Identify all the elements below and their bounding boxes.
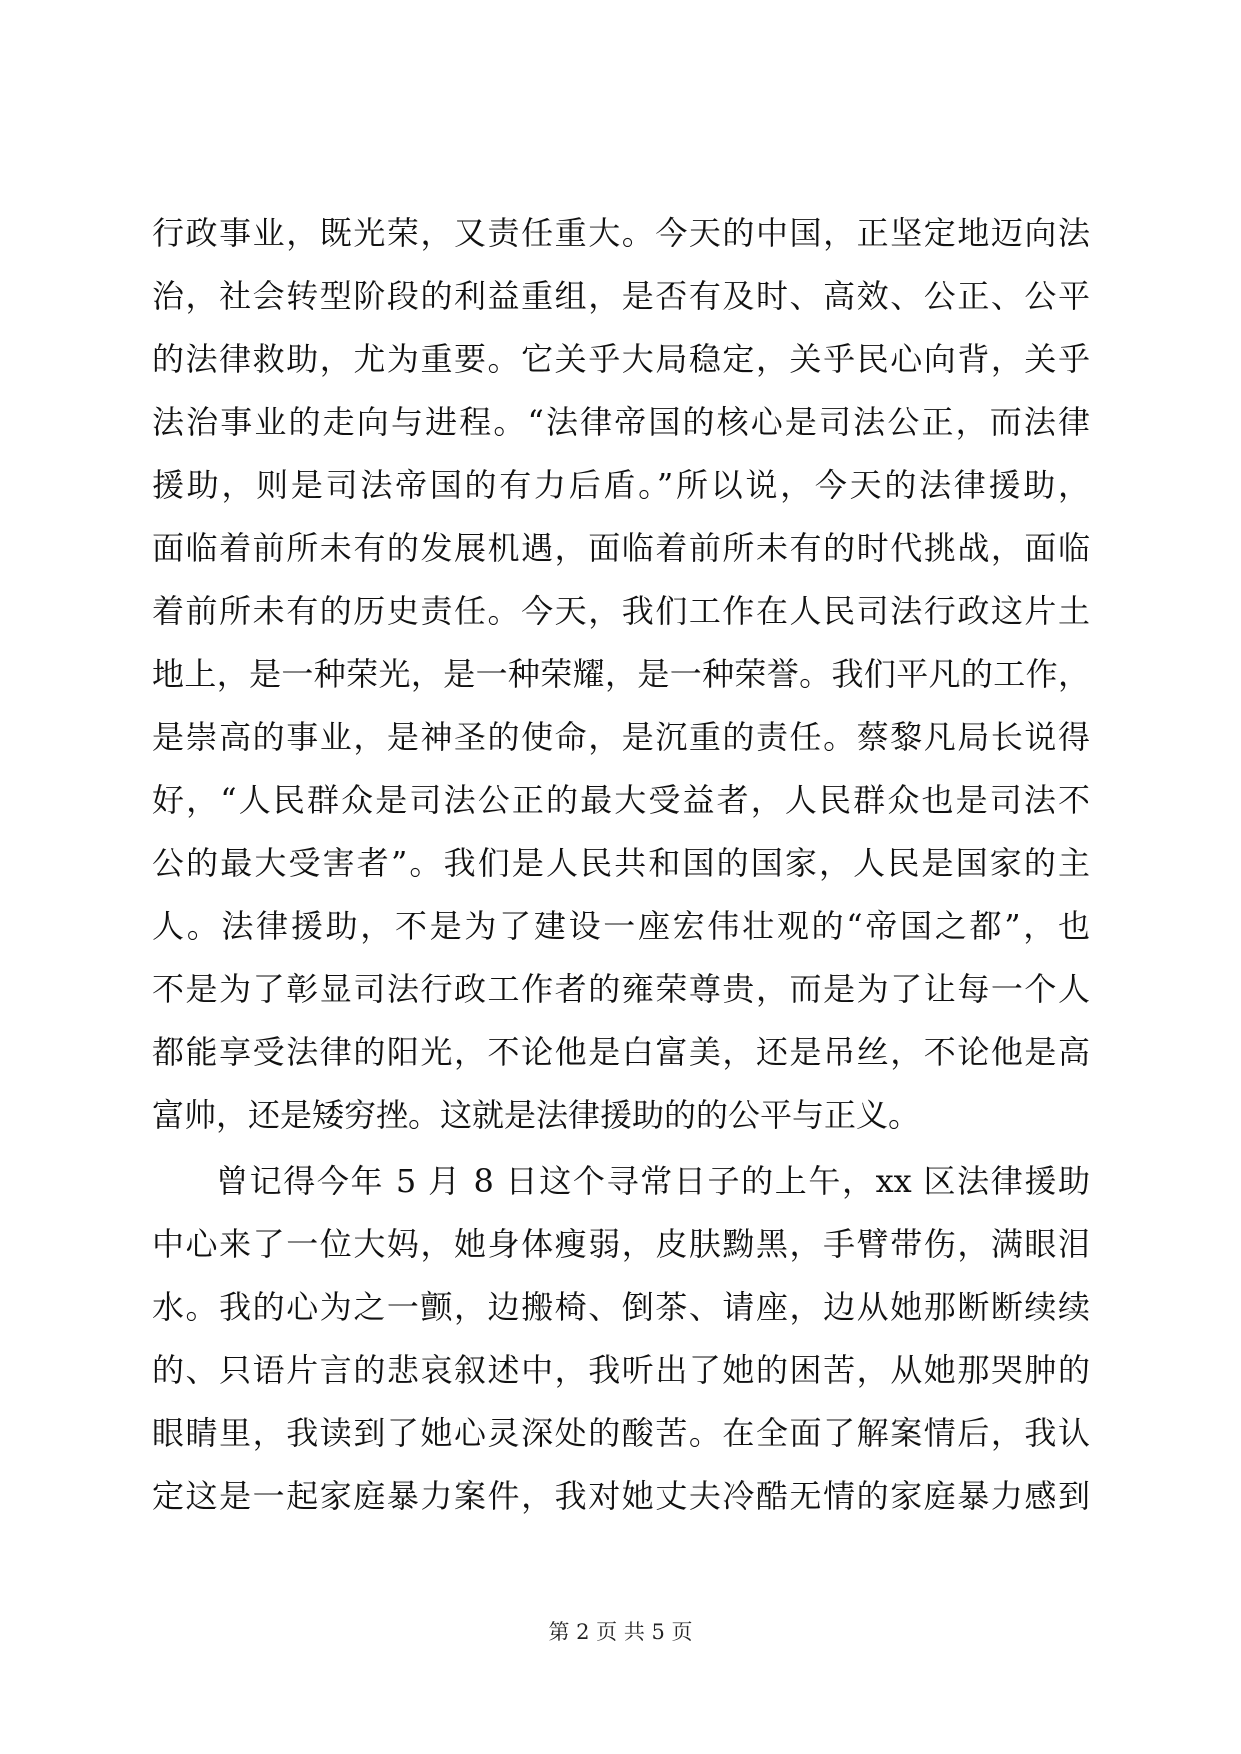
paragraph-1-line: 行政事业，既光荣，又责任重大。今天的中国，正坚定地迈向法: [152, 214, 1090, 252]
paragraph-1-line: 面临着前所未有的发展机遇，面临着前所未有的时代挑战，面临: [152, 529, 1090, 567]
paragraph-1-line: 公的最大受害者”。我们是人民共和国的国家，人民是国家的主: [152, 844, 1090, 882]
paragraph-1-line: 法治事业的走向与进程。“法律帝国的核心是司法公正，而法律: [152, 403, 1090, 441]
paragraph-2-line: 水。我的心为之一颤，边搬椅、倒茶、请座，边从她那断断续续: [152, 1288, 1090, 1326]
body-text: [152, 202, 1090, 1528]
paragraph-1-line: 援助，则是司法帝国的有力后盾。”所以说，今天的法律援助，: [152, 466, 1090, 504]
paragraph-1-line: 治，社会转型阶段的利益重组，是否有及时、高效、公正、公平: [152, 277, 1090, 315]
paragraph-1-line: 好，“人民群众是司法公正的最大受益者，人民群众也是司法不: [152, 781, 1090, 819]
paragraph-1-line: 人。法律援助，不是为了建设一座宏伟壮观的“帝国之都”，也: [152, 907, 1090, 945]
paragraph-1-last-line: 富帅，还是矮穷挫。这就是法律援助的的公平与正义。: [152, 1096, 921, 1134]
paragraph-2-line: 中心来了一位大妈，她身体瘦弱，皮肤黝黑，手臂带伤，满眼泪: [152, 1225, 1090, 1263]
paragraph-1-line: 着前所未有的历史责任。今天，我们工作在人民司法行政这片土: [152, 592, 1090, 630]
paragraph-1-line: 是崇高的事业，是神圣的使命，是沉重的责任。蔡黎凡局长说得: [152, 718, 1090, 756]
paragraph-1-line: 的法律救助，尤为重要。它关乎大局稳定，关乎民心向背，关乎: [152, 340, 1090, 378]
page-number-footer: 第 2 页 共 5 页: [548, 1620, 693, 1644]
paragraph-1-line: 地上，是一种荣光，是一种荣耀，是一种荣誉。我们平凡的工作，: [152, 655, 1090, 693]
paragraph-2-line: 的、只语片言的悲哀叙述中，我听出了她的困苦，从她那哭肿的: [152, 1351, 1090, 1389]
paragraph-1-line: 不是为了彰显司法行政工作者的雍荣尊贵，而是为了让每一个人: [152, 970, 1090, 1008]
paragraph-2-line: 眼睛里，我读到了她心灵深处的酸苦。在全面了解案情后，我认: [152, 1414, 1090, 1452]
paragraph-2-first-line: 曾记得今年 5 月 8 日这个寻常日子的上午，xx 区法律援助: [216, 1162, 1090, 1200]
paragraph-2-line: 定这是一起家庭暴力案件，我对她丈夫冷酷无情的家庭暴力感到: [152, 1477, 1090, 1515]
paragraph-1-line: 都能享受法律的阳光，不论他是白富美，还是吊丝，不论他是高: [152, 1033, 1090, 1071]
